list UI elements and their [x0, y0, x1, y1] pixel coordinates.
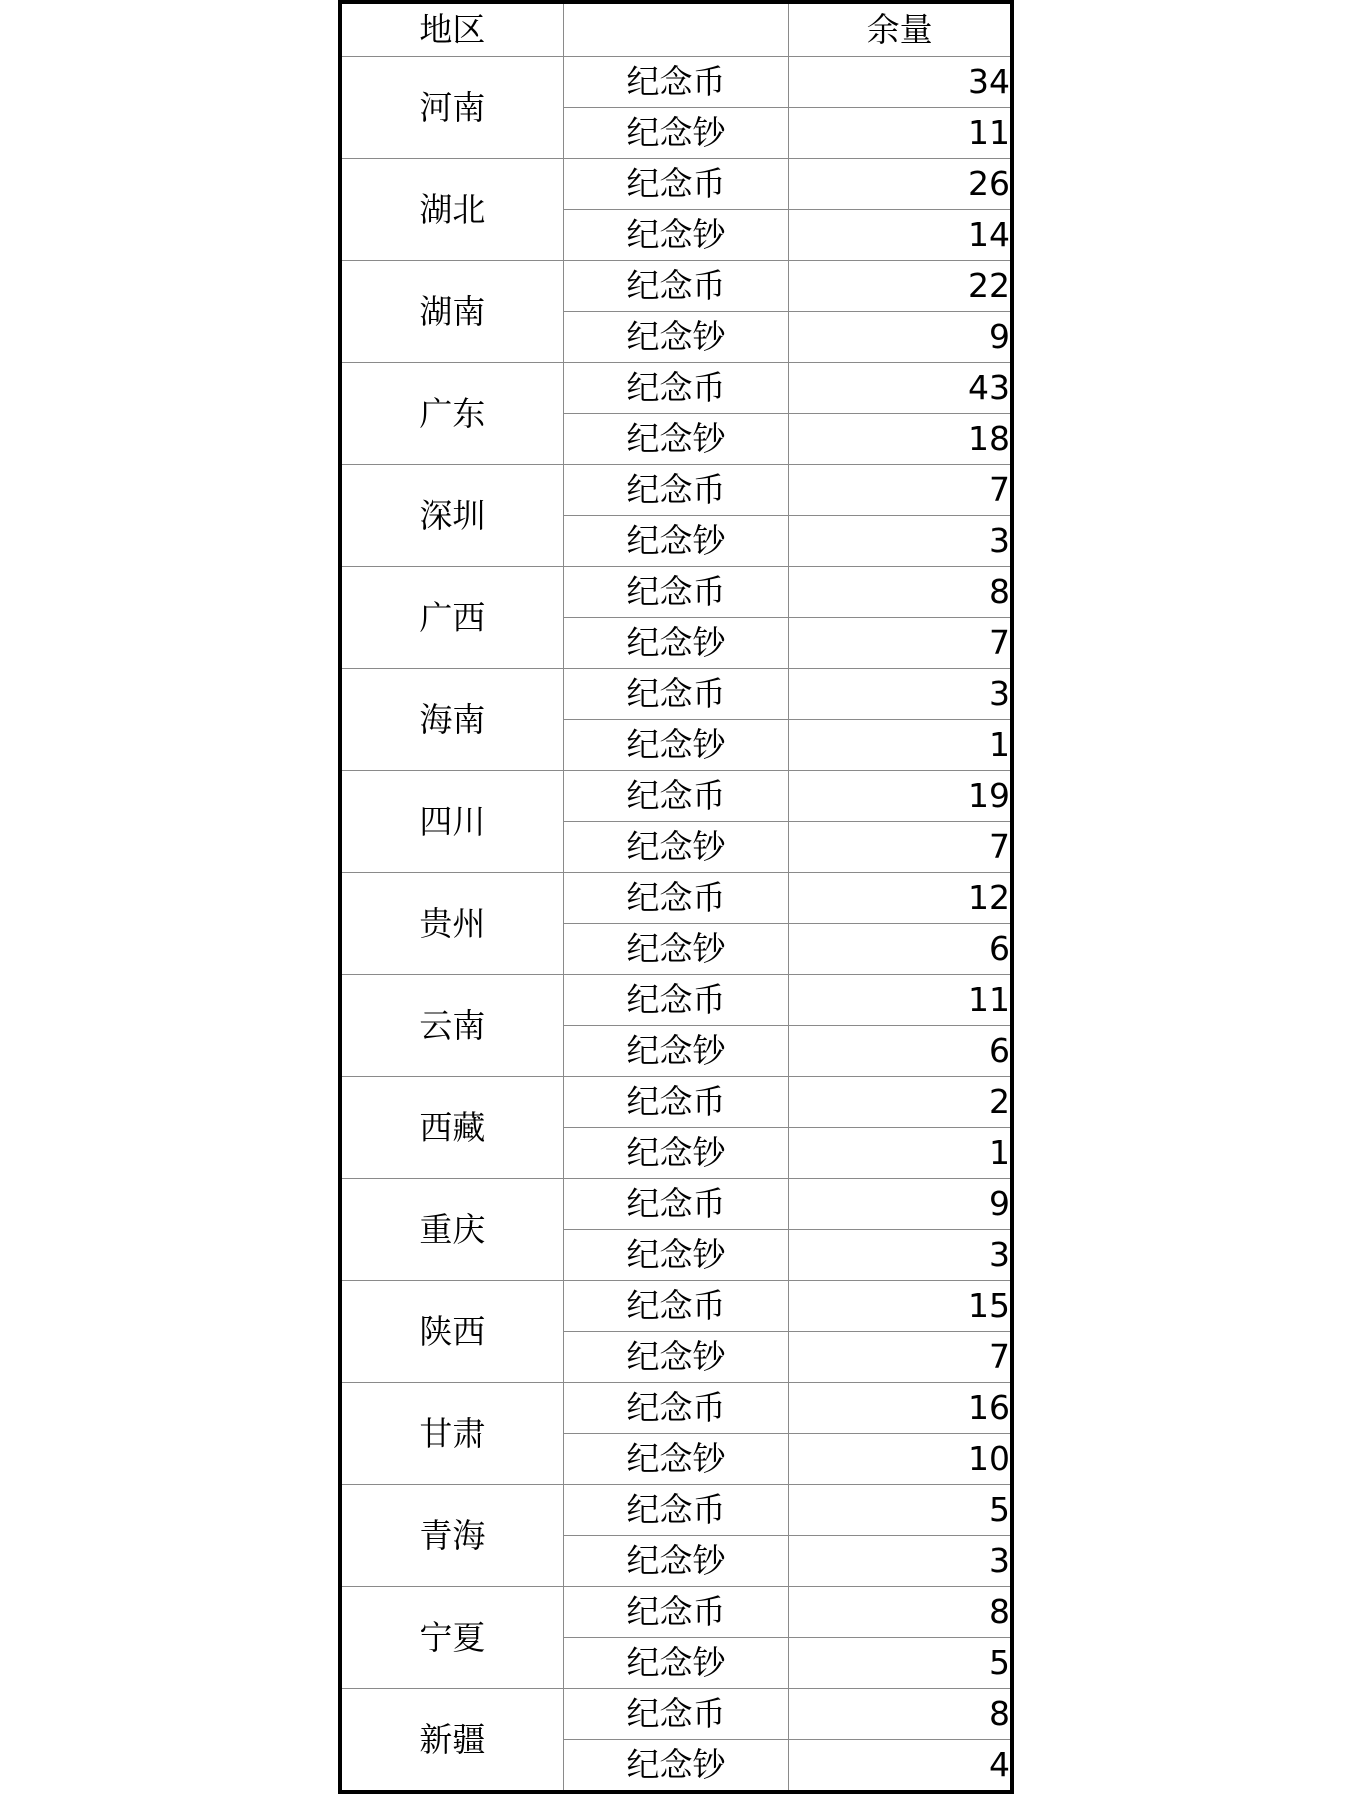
quantity-cell: 9	[789, 1179, 1012, 1230]
quantity-cell: 3	[789, 1230, 1012, 1281]
quantity-cell: 1	[789, 720, 1012, 771]
table-row	[340, 1077, 1012, 1128]
table-body	[340, 2, 1012, 1792]
table-row	[340, 261, 1012, 312]
region-cell: 陕西	[340, 1281, 563, 1383]
kind-cell: 纪念钞	[563, 720, 788, 771]
region-cell: 河南	[340, 57, 563, 159]
kind-cell: 纪念钞	[563, 312, 788, 363]
quantity-cell: 3	[789, 516, 1012, 567]
kind-cell: 纪念币	[563, 1587, 788, 1638]
table-row	[340, 975, 1012, 1026]
quantity-cell: 7	[789, 822, 1012, 873]
table-row	[340, 873, 1012, 924]
kind-cell: 纪念币	[563, 261, 788, 312]
quantity-cell: 7	[789, 1332, 1012, 1383]
kind-cell: 纪念钞	[563, 1128, 788, 1179]
kind-cell: 纪念币	[563, 465, 788, 516]
quantity-cell: 16	[789, 1383, 1012, 1434]
table-row	[340, 567, 1012, 618]
region-cell: 宁夏	[340, 1587, 563, 1689]
kind-cell: 纪念币	[563, 159, 788, 210]
kind-cell: 纪念币	[563, 669, 788, 720]
quantity-cell: 2	[789, 1077, 1012, 1128]
table-row	[340, 1383, 1012, 1434]
quantity-cell: 43	[789, 363, 1012, 414]
quantity-cell: 5	[789, 1485, 1012, 1536]
quantity-cell: 8	[789, 1587, 1012, 1638]
inventory-table	[338, 0, 1014, 1794]
kind-cell: 纪念币	[563, 1485, 788, 1536]
kind-cell: 纪念币	[563, 1383, 788, 1434]
quantity-cell: 8	[789, 1689, 1012, 1740]
header-kind	[563, 2, 788, 57]
kind-cell: 纪念钞	[563, 414, 788, 465]
quantity-cell: 34	[789, 57, 1012, 108]
quantity-cell: 14	[789, 210, 1012, 261]
kind-cell: 纪念币	[563, 1281, 788, 1332]
region-cell: 重庆	[340, 1179, 563, 1281]
kind-cell: 纪念币	[563, 975, 788, 1026]
region-cell: 广西	[340, 567, 563, 669]
kind-cell: 纪念钞	[563, 1434, 788, 1485]
quantity-cell: 22	[789, 261, 1012, 312]
region-cell: 贵州	[340, 873, 563, 975]
kind-cell: 纪念钞	[563, 1638, 788, 1689]
table-row	[340, 1485, 1012, 1536]
table-row	[340, 159, 1012, 210]
region-cell: 海南	[340, 669, 563, 771]
region-cell: 深圳	[340, 465, 563, 567]
quantity-cell: 7	[789, 465, 1012, 516]
table-row	[340, 771, 1012, 822]
kind-cell: 纪念币	[563, 567, 788, 618]
kind-cell: 纪念钞	[563, 1740, 788, 1793]
inventory-sheet	[338, 0, 1014, 1793]
quantity-cell: 4	[789, 1740, 1012, 1793]
table-row	[340, 1587, 1012, 1638]
quantity-cell: 11	[789, 975, 1012, 1026]
quantity-cell: 19	[789, 771, 1012, 822]
kind-cell: 纪念币	[563, 1689, 788, 1740]
table-row	[340, 1179, 1012, 1230]
kind-cell: 纪念币	[563, 771, 788, 822]
region-cell: 西藏	[340, 1077, 563, 1179]
kind-cell: 纪念币	[563, 1077, 788, 1128]
kind-cell: 纪念钞	[563, 1026, 788, 1077]
quantity-cell: 18	[789, 414, 1012, 465]
table-row	[340, 465, 1012, 516]
header-quantity: 余量	[789, 2, 1012, 57]
kind-cell: 纪念币	[563, 57, 788, 108]
header-region: 地区	[340, 2, 563, 57]
region-cell: 青海	[340, 1485, 563, 1587]
quantity-cell: 3	[789, 669, 1012, 720]
quantity-cell: 1	[789, 1128, 1012, 1179]
quantity-cell: 7	[789, 618, 1012, 669]
kind-cell: 纪念钞	[563, 1230, 788, 1281]
kind-cell: 纪念币	[563, 1179, 788, 1230]
header-row	[340, 2, 1012, 57]
table-row	[340, 363, 1012, 414]
kind-cell: 纪念钞	[563, 516, 788, 567]
quantity-cell: 5	[789, 1638, 1012, 1689]
kind-cell: 纪念币	[563, 363, 788, 414]
kind-cell: 纪念钞	[563, 108, 788, 159]
kind-cell: 纪念钞	[563, 1536, 788, 1587]
kind-cell: 纪念钞	[563, 822, 788, 873]
quantity-cell: 15	[789, 1281, 1012, 1332]
table-row	[340, 57, 1012, 108]
quantity-cell: 11	[789, 108, 1012, 159]
table-row	[340, 1689, 1012, 1740]
kind-cell: 纪念钞	[563, 1332, 788, 1383]
quantity-cell: 6	[789, 924, 1012, 975]
region-cell: 四川	[340, 771, 563, 873]
kind-cell: 纪念钞	[563, 618, 788, 669]
region-cell: 甘肃	[340, 1383, 563, 1485]
kind-cell: 纪念币	[563, 873, 788, 924]
region-cell: 湖南	[340, 261, 563, 363]
kind-cell: 纪念钞	[563, 924, 788, 975]
kind-cell: 纪念钞	[563, 210, 788, 261]
quantity-cell: 8	[789, 567, 1012, 618]
quantity-cell: 9	[789, 312, 1012, 363]
region-cell: 云南	[340, 975, 563, 1077]
region-cell: 湖北	[340, 159, 563, 261]
table-row	[340, 1281, 1012, 1332]
quantity-cell: 6	[789, 1026, 1012, 1077]
quantity-cell: 12	[789, 873, 1012, 924]
region-cell: 新疆	[340, 1689, 563, 1793]
table-row	[340, 669, 1012, 720]
region-cell: 广东	[340, 363, 563, 465]
quantity-cell: 10	[789, 1434, 1012, 1485]
quantity-cell: 3	[789, 1536, 1012, 1587]
quantity-cell: 26	[789, 159, 1012, 210]
